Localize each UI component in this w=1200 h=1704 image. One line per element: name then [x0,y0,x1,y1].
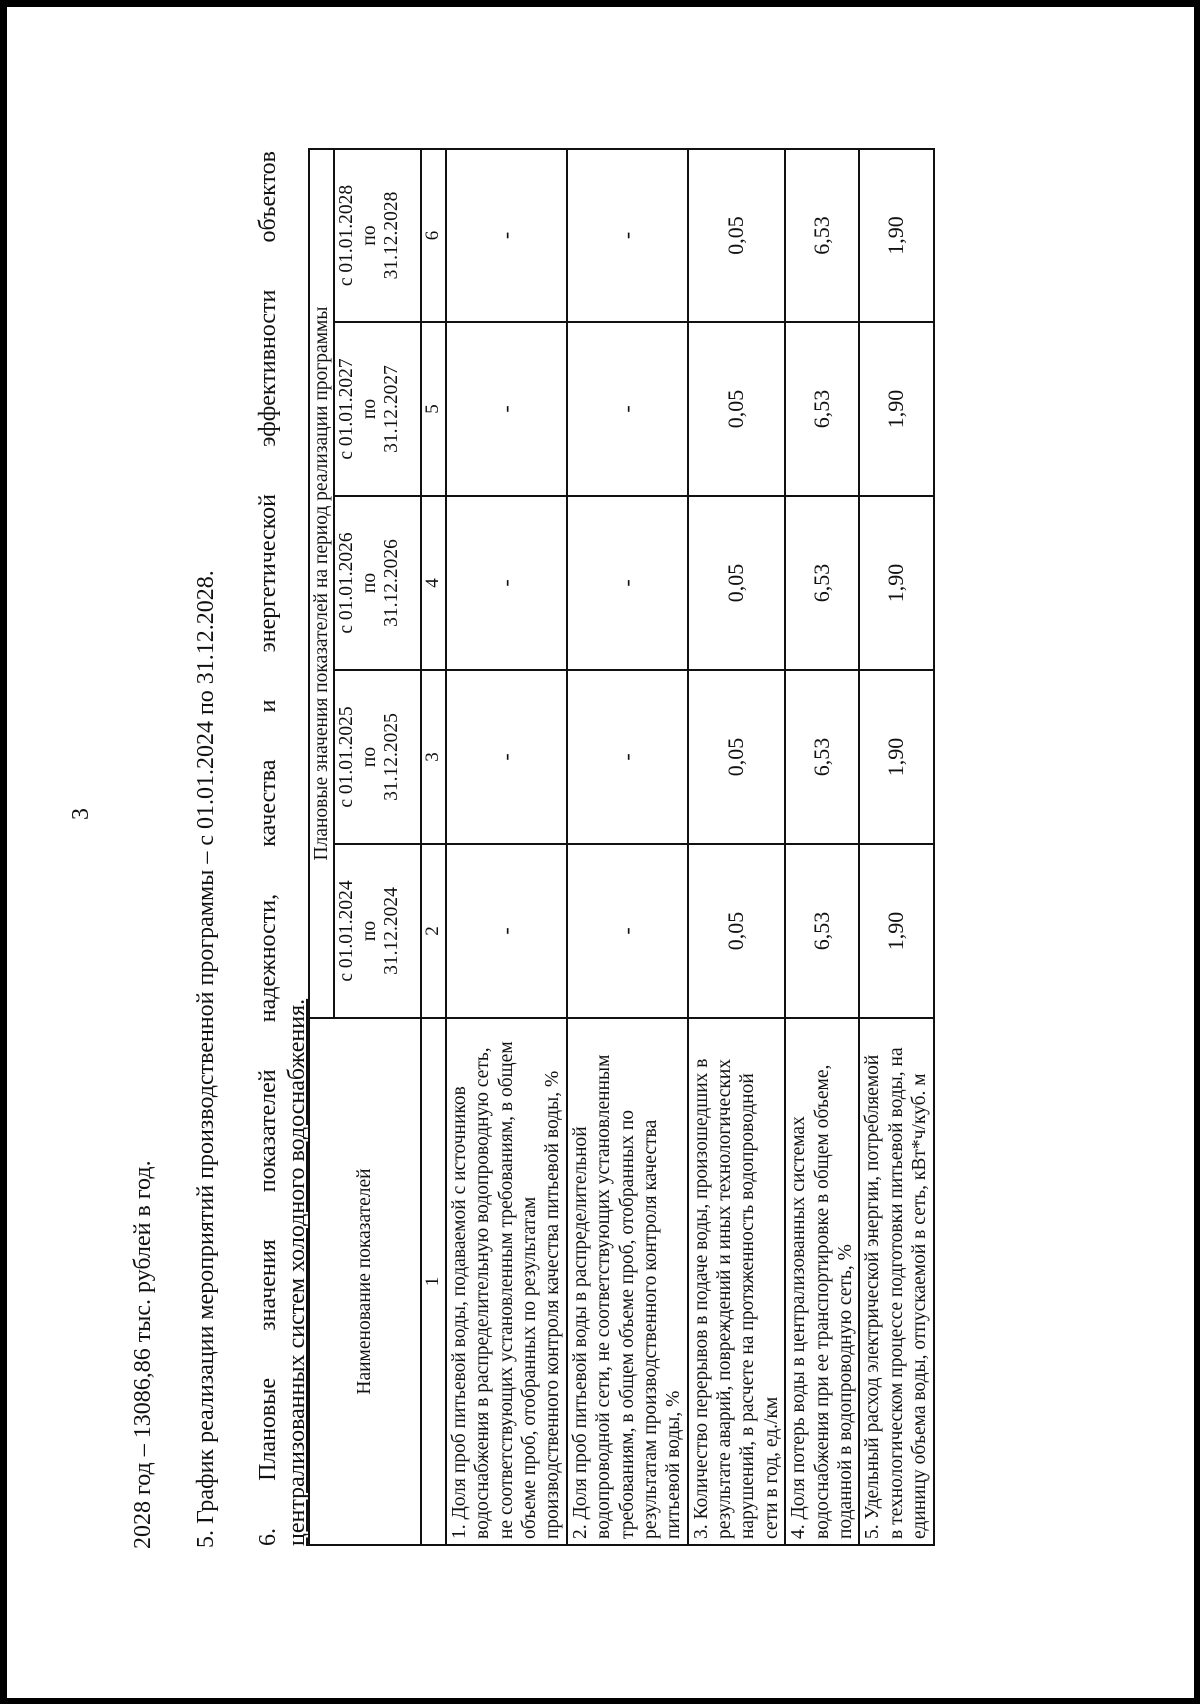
period-to: 31.12.2026 [381,539,403,627]
period-from: с 01.01.2026 [336,532,358,634]
indicator-value: 6,53 [785,670,859,844]
header-row-group [309,149,334,1545]
indicator-value: 1,90 [859,322,933,496]
period-to: 31.12.2027 [381,365,403,453]
period-to: 31.12.2028 [381,191,403,280]
budget-line: 2028 год – 13086,86 тыс. рублей в год. [130,1160,156,1549]
period-from: с 01.01.2024 [336,880,358,982]
indicator-name-line: водоснабжения при ее транспортировке в общем объеме, [811,1064,833,1539]
table-row [446,149,567,1545]
period-header [334,844,421,1018]
column-number: 4 [421,496,446,670]
indicator-name-line: требованиям, в общем объеме проб, отобранных по [616,1109,638,1539]
indicator-value: 0,05 [688,844,786,1018]
schedule-line: 5. График реализации мероприятий производственной программы – с 01.01.2024 по 31.12.2028. [193,570,219,1548]
table-row [688,149,786,1545]
indicator-value: 6,53 [785,844,859,1018]
indicator-value: 0,05 [688,496,786,670]
indicator-name-line: 3. Количество перерывов в подаче воды, произошедших в [690,1058,712,1539]
period-header [334,149,421,322]
indicator-value: 1,90 [859,496,933,670]
indicator-name-line: 5. Удельный расход электрической энергии, потребляемой [862,1054,884,1539]
indicator-name-line: производственного контроля качества питьевой воды, % [542,1070,564,1539]
indicator-name [688,1018,786,1545]
period-mid: по [358,572,380,594]
indicator-value: 6,53 [785,149,859,322]
indicator-value: 6,53 [785,496,859,670]
table-row [567,149,688,1545]
period-from: с 01.01.2028 [336,184,358,287]
indicator-value: 0,05 [688,149,786,322]
indicator-value: - [567,670,688,844]
indicators-table [308,148,935,1546]
page-number: 3 [68,808,94,820]
indicator-name-line: не соответствующих установленным требованиям, в общем [495,1041,517,1539]
indicator-name [446,1018,567,1545]
column-number: 2 [421,844,446,1018]
indicator-value: - [446,670,567,844]
table-row [859,149,933,1545]
indicator-name-line: единицу объема воды, отпускаемой в сеть, кВт*ч/куб. м [909,1073,931,1539]
column-number-row [421,149,446,1545]
section-6-heading: 6. Плановые значения показателей надежности, качества и энергетической эффективности объектов [255,151,281,1546]
period-header [334,496,421,670]
indicator-value: - [446,149,567,322]
indicator-value: - [567,496,688,670]
period-from: с 01.01.2027 [336,358,358,460]
indicator-value: 6,53 [785,322,859,496]
indicator-value: - [567,844,688,1018]
indicator-name-line: нарушений, в расчете на протяженность водопроводной [737,1073,759,1539]
indicator-name-line: питьевой воды, % [663,1390,685,1539]
indicator-name-line: результате аварий, повреждений и иных технологических [714,1058,736,1539]
table-row [785,149,859,1545]
period-to: 31.12.2024 [381,887,403,975]
indicator-value: 0,05 [688,670,786,844]
indicator-name-line: сети в год, ед./км [760,1396,782,1539]
indicator-value: 1,90 [859,844,933,1018]
indicator-value: 0,05 [688,322,786,496]
indicator-value: - [567,322,688,496]
indicator-name-line: 2. Доля проб питьевой воды в распределительной [569,1126,591,1539]
indicator-name-line: поданной в водопроводную сеть, % [835,1244,857,1539]
section-6-heading-continued: централизованных систем холодного водоснабжения. [284,998,310,1546]
indicator-name-line: 4. Доля потерь воды в централизованных системах [788,1116,810,1539]
column-number: 6 [421,149,446,322]
indicator-name-line: водопроводной сети, не соответствующих установленным [593,1054,615,1539]
indicator-name-line: объеме проб, отобранных по результатам [518,1196,540,1539]
period-mid: по [358,225,380,246]
indicator-name [567,1018,688,1545]
column-number: 5 [421,322,446,496]
indicator-name [859,1018,933,1545]
indicator-name [785,1018,859,1545]
period-to: 31.12.2025 [381,713,403,801]
indicator-value: - [446,322,567,496]
indicator-value: - [446,496,567,670]
indicator-name-line: результатам производственного контроля качества [639,1119,661,1539]
period-from: с 01.01.2025 [336,706,358,808]
period-mid: по [358,398,380,420]
period-mid: по [358,746,380,768]
name-column-header: Наименование показателей [309,1018,421,1545]
indicator-name-line: водоснабжения в распределительную водопроводную сеть, [472,1047,494,1539]
period-mid: по [358,920,380,942]
column-number: 3 [421,670,446,844]
indicator-value: - [567,149,688,322]
period-header [334,322,421,496]
indicator-value: 1,90 [859,149,933,322]
column-number: 1 [421,1018,446,1545]
period-group-header: Плановые значения показателей на период реализации программы [309,149,334,1018]
indicator-value: - [446,844,567,1018]
period-header [334,670,421,844]
indicator-value: 1,90 [859,670,933,844]
indicator-name-line: в технологическом процессе подготовки питьевой воды, на [885,1047,907,1539]
indicator-name-line: 1. Доля проб питьевой воды, подаваемой с источников [448,1086,470,1539]
